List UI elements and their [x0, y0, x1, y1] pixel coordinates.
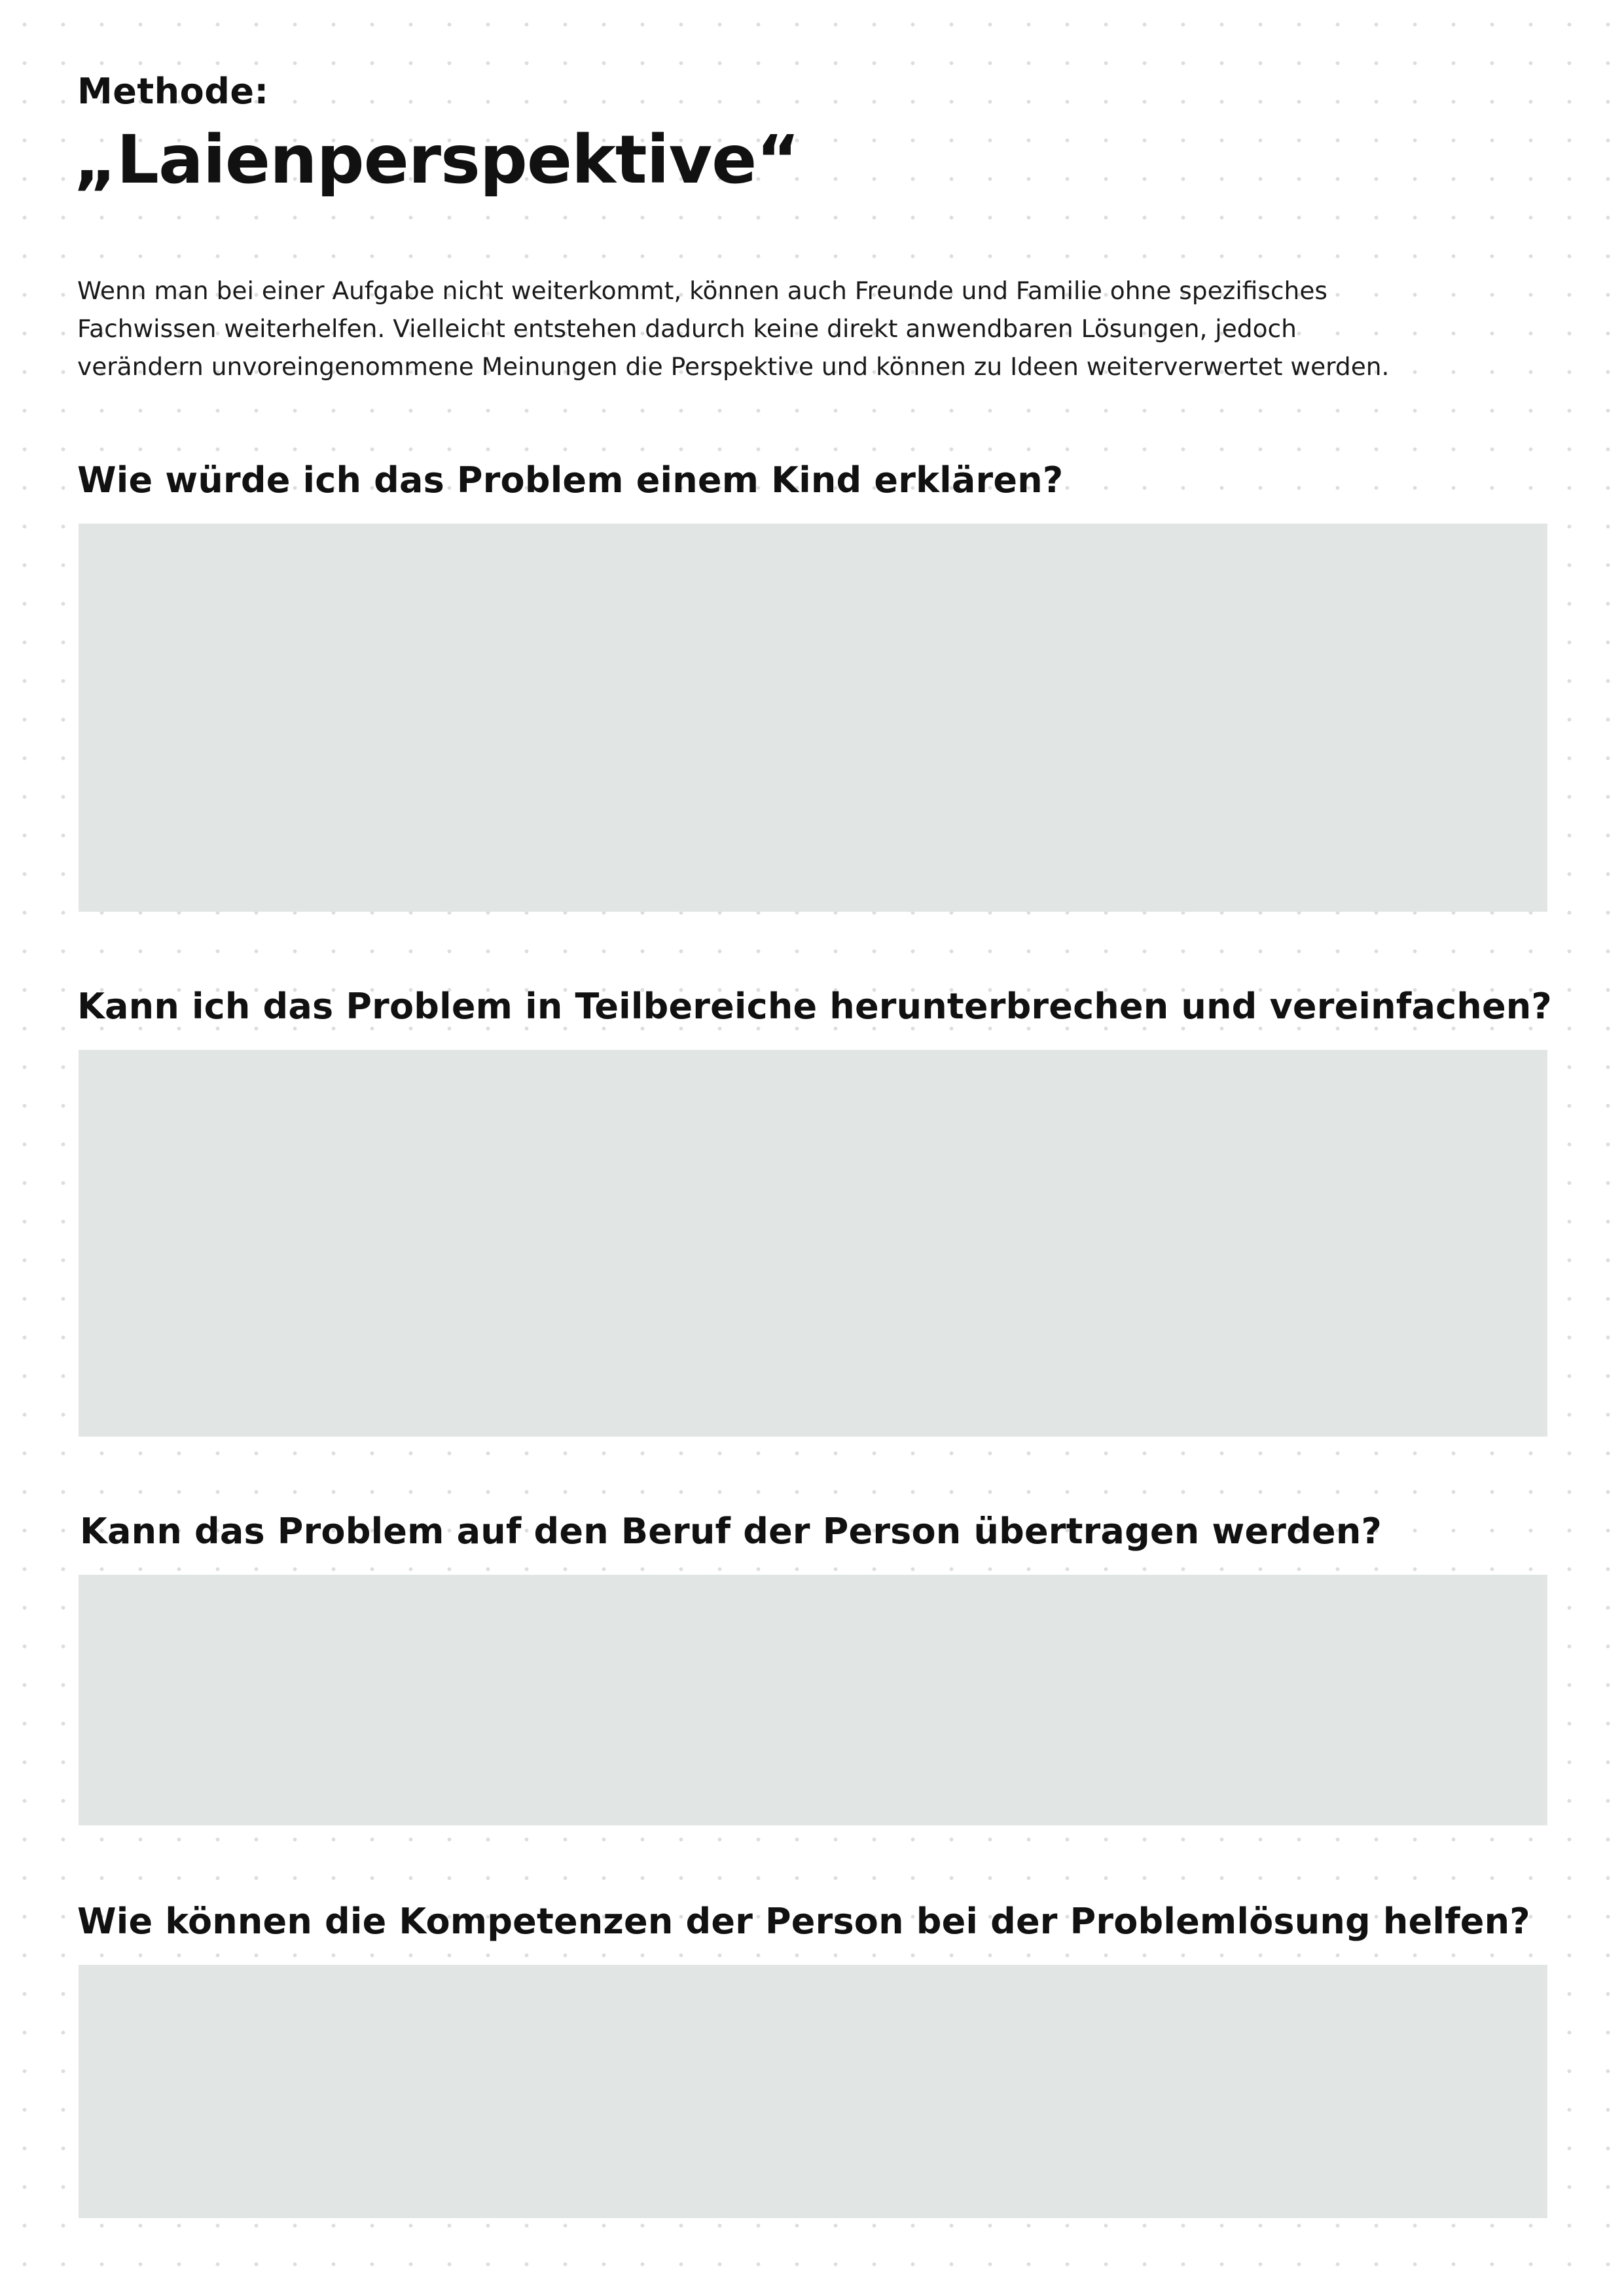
- intro-line: Fachwissen weiterhelfen. Vielleicht entstehen dadurch keine direkt anwendbaren Lösungen, jedoch: [77, 314, 1297, 343]
- question-person-competencies: Wie können die Kompetenzen der Person bei der Problemlösung helfen?: [77, 1901, 1530, 1942]
- method-title: „Laienperspektive“: [73, 121, 800, 199]
- answer-box-transfer-to-profession[interactable]: [79, 1575, 1547, 1825]
- question-explain-to-child: Wie würde ich das Problem einem Kind erklären?: [77, 459, 1064, 501]
- intro-paragraph: [77, 272, 1576, 386]
- intro-line: verändern unvoreingenommene Meinungen die Perspektive und können zu Ideen weiterverwertet werden.: [77, 352, 1390, 381]
- answer-box-explain-to-child[interactable]: [79, 524, 1547, 912]
- answer-box-person-competencies[interactable]: [79, 1965, 1547, 2218]
- question-transfer-to-profession: Kann das Problem auf den Beruf der Person übertragen werden?: [80, 1511, 1382, 1552]
- method-label: Methode:: [77, 71, 269, 112]
- answer-box-break-down-problem[interactable]: [79, 1050, 1547, 1437]
- question-break-down-problem: Kann ich das Problem in Teilbereiche herunterbrechen und vereinfachen?: [77, 986, 1552, 1027]
- intro-line: Wenn man bei einer Aufgabe nicht weiterkommt, können auch Freunde und Familie ohne spezifisches: [77, 276, 1327, 305]
